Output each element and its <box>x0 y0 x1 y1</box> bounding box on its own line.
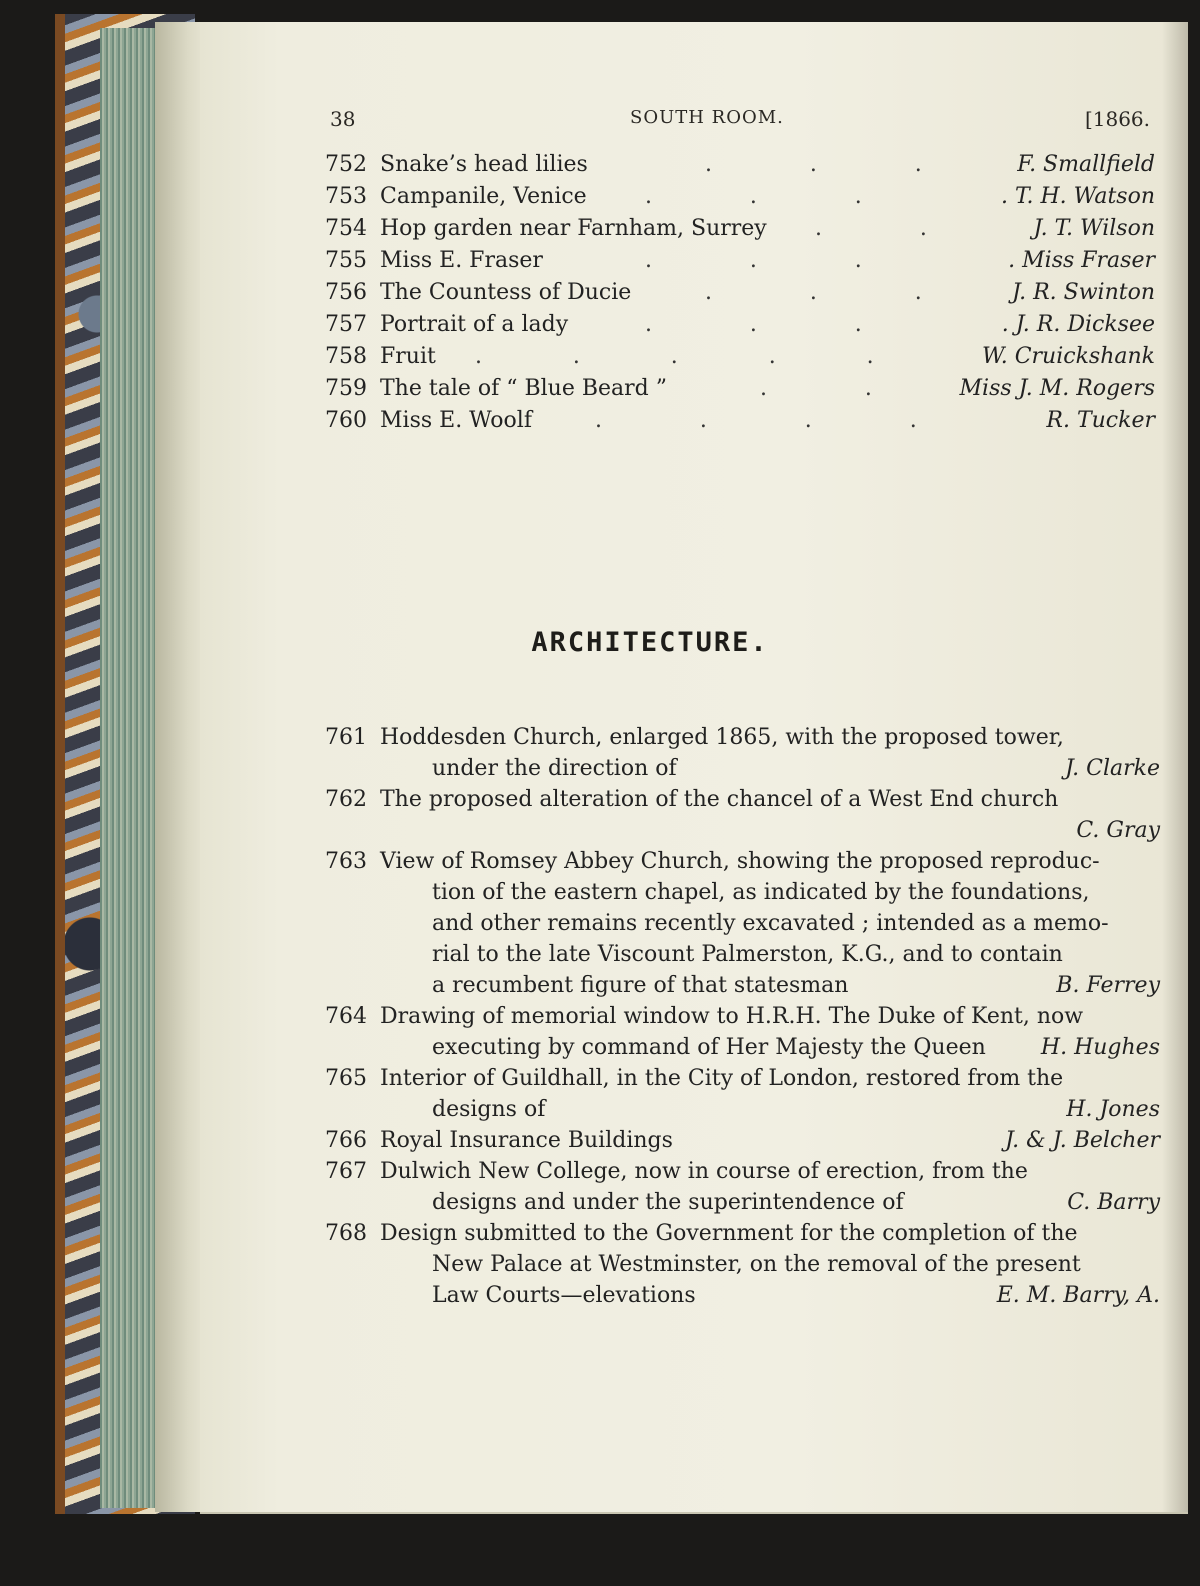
list-item <box>325 344 1155 376</box>
list-item <box>325 376 1155 408</box>
book-page <box>200 22 1188 1514</box>
entry-line-text: designs of <box>432 1097 546 1122</box>
entry-artist: J. T. Wilson <box>1033 216 1155 241</box>
entry-artist: H. Jones <box>1066 1097 1160 1122</box>
list-item <box>325 152 1155 184</box>
entry-line-text: Royal Insurance Buildings <box>380 1128 673 1153</box>
list-item <box>325 1156 1160 1218</box>
architecture-list <box>325 722 1160 1311</box>
entry-number: 758 <box>325 344 367 369</box>
entry-line: Interior of Guildhall, in the City of London, restored from the <box>380 1066 1064 1091</box>
entry-artist: C. Gray <box>1076 818 1160 843</box>
entry-artist: F. Smallfield <box>1017 152 1155 177</box>
entry-line <box>325 1094 1160 1125</box>
leader-dots: . . . <box>705 280 922 305</box>
entry-line: Dulwich New College, now in course of erection, from the <box>380 1159 1028 1184</box>
entry-number: 754 <box>325 216 367 241</box>
entry-number: 757 <box>325 312 367 337</box>
entry-line-text: under the direction of <box>432 756 677 781</box>
entry-line: The proposed alteration of the chancel of a West End church <box>380 787 1059 812</box>
entry-title: Fruit <box>380 344 436 369</box>
page-shadow <box>1162 22 1188 1512</box>
running-header <box>330 107 1150 137</box>
leader-dots: . . . . <box>595 408 917 433</box>
entry-number: 768 <box>325 1221 367 1246</box>
entry-title: Miss E. Woolf <box>380 408 532 433</box>
leader-dots: . . <box>815 216 927 241</box>
entry-line: Drawing of memorial window to H.R.H. The Duke of Kent, now <box>380 1004 1084 1029</box>
entry-number: 767 <box>325 1159 367 1184</box>
entry-number: 756 <box>325 280 367 305</box>
leader-dots: . . . <box>645 184 862 209</box>
list-item <box>325 312 1155 344</box>
entry-artist: J. Clarke <box>1065 756 1160 781</box>
entry-number: 755 <box>325 248 367 273</box>
entry-line: Hoddesden Church, enlarged 1865, with the proposed tower, <box>380 725 1064 750</box>
page-number: 38 <box>330 107 356 131</box>
leader-dots: . . . . . <box>475 344 874 369</box>
entry-line <box>325 1032 1160 1063</box>
list-item <box>325 1218 1160 1311</box>
entry-line-text: a recumbent figure of that statesman <box>432 973 849 998</box>
room-title: SOUTH ROOM. <box>630 107 784 128</box>
entry-title: The tale of “ Blue Beard ” <box>380 376 668 401</box>
entry-number: 765 <box>325 1066 367 1091</box>
entry-line-text: executing by command of Her Majesty the Queen <box>432 1035 986 1060</box>
entry-artist: . Miss Fraser <box>1008 248 1155 273</box>
entry-number: 752 <box>325 152 367 177</box>
entry-artist: . J. R. Dicksee <box>1001 312 1155 337</box>
list-item <box>325 1063 1160 1125</box>
entry-number: 763 <box>325 849 367 874</box>
entry-line: rial to the late Viscount Palmerston, K.G., and to contain <box>432 942 1063 967</box>
leader-dots: . . . <box>705 152 922 177</box>
entry-line: tion of the eastern chapel, as indicated by the foundations, <box>432 880 1090 905</box>
entry-artist: J. R. Swinton <box>1011 280 1155 305</box>
entry-artist: R. Tucker <box>1046 408 1155 433</box>
entry-artist: E. M. Barry, A. <box>996 1283 1160 1308</box>
section-heading: ARCHITECTURE. <box>531 627 769 658</box>
entry-title: The Countess of Ducie <box>380 280 632 305</box>
cover-edge <box>55 14 65 1514</box>
entry-artist: H. Hughes <box>1040 1035 1160 1060</box>
entry-line <box>325 753 1160 784</box>
entry-line: Design submitted to the Government for the completion of the <box>380 1221 1078 1246</box>
entry-line <box>325 1280 1160 1311</box>
entry-title: Miss E. Fraser <box>380 248 543 273</box>
entry-line: View of Romsey Abbey Church, showing the proposed reproduc- <box>380 849 1100 874</box>
entry-title: Snake’s head lilies <box>380 152 588 177</box>
entry-artist: . T. H. Watson <box>1001 184 1155 209</box>
list-item <box>325 280 1155 312</box>
list-item <box>325 784 1160 846</box>
entry-artist: C. Barry <box>1067 1190 1160 1215</box>
entry-artist: J. & J. Belcher <box>1004 1128 1160 1153</box>
entry-title: Portrait of a lady <box>380 312 569 337</box>
entry-number: 762 <box>325 787 367 812</box>
entry-title: Hop garden near Farnham, Surrey <box>380 216 767 241</box>
entry-line-text: designs and under the superintendence of <box>432 1190 904 1215</box>
year-label: [1866. <box>1084 107 1150 131</box>
list-item <box>325 1001 1160 1063</box>
page-edges <box>100 28 160 1508</box>
paintings-list <box>325 152 1155 440</box>
entry-artist: B. Ferrey <box>1056 973 1160 998</box>
entry-artist: W. Cruickshank <box>981 344 1155 369</box>
entry-number: 764 <box>325 1004 367 1029</box>
entry-title: Campanile, Venice <box>380 184 587 209</box>
entry-line: and other remains recently excavated ; intended as a memo- <box>432 911 1109 936</box>
list-item <box>325 846 1160 1001</box>
leader-dots: . . . <box>645 248 862 273</box>
entry-number: 766 <box>325 1128 367 1153</box>
leader-dots: . . . <box>645 312 862 337</box>
list-item <box>325 408 1155 440</box>
list-item <box>325 248 1155 280</box>
entry-number: 760 <box>325 408 367 433</box>
list-item <box>325 1125 1160 1156</box>
entry-artist: Miss J. M. Rogers <box>959 376 1155 401</box>
entry-number: 759 <box>325 376 367 401</box>
entry-line <box>325 1125 1160 1156</box>
list-item <box>325 184 1155 216</box>
list-item <box>325 722 1160 784</box>
entry-number: 753 <box>325 184 367 209</box>
entry-line-text: Law Courts—elevations <box>432 1283 696 1308</box>
entry-line <box>325 1187 1160 1218</box>
entry-line: New Palace at Westminster, on the removal of the present <box>432 1252 1081 1277</box>
list-item <box>325 216 1155 248</box>
entry-number: 761 <box>325 725 367 750</box>
entry-line <box>325 970 1160 1001</box>
leader-dots: . . <box>760 376 872 401</box>
